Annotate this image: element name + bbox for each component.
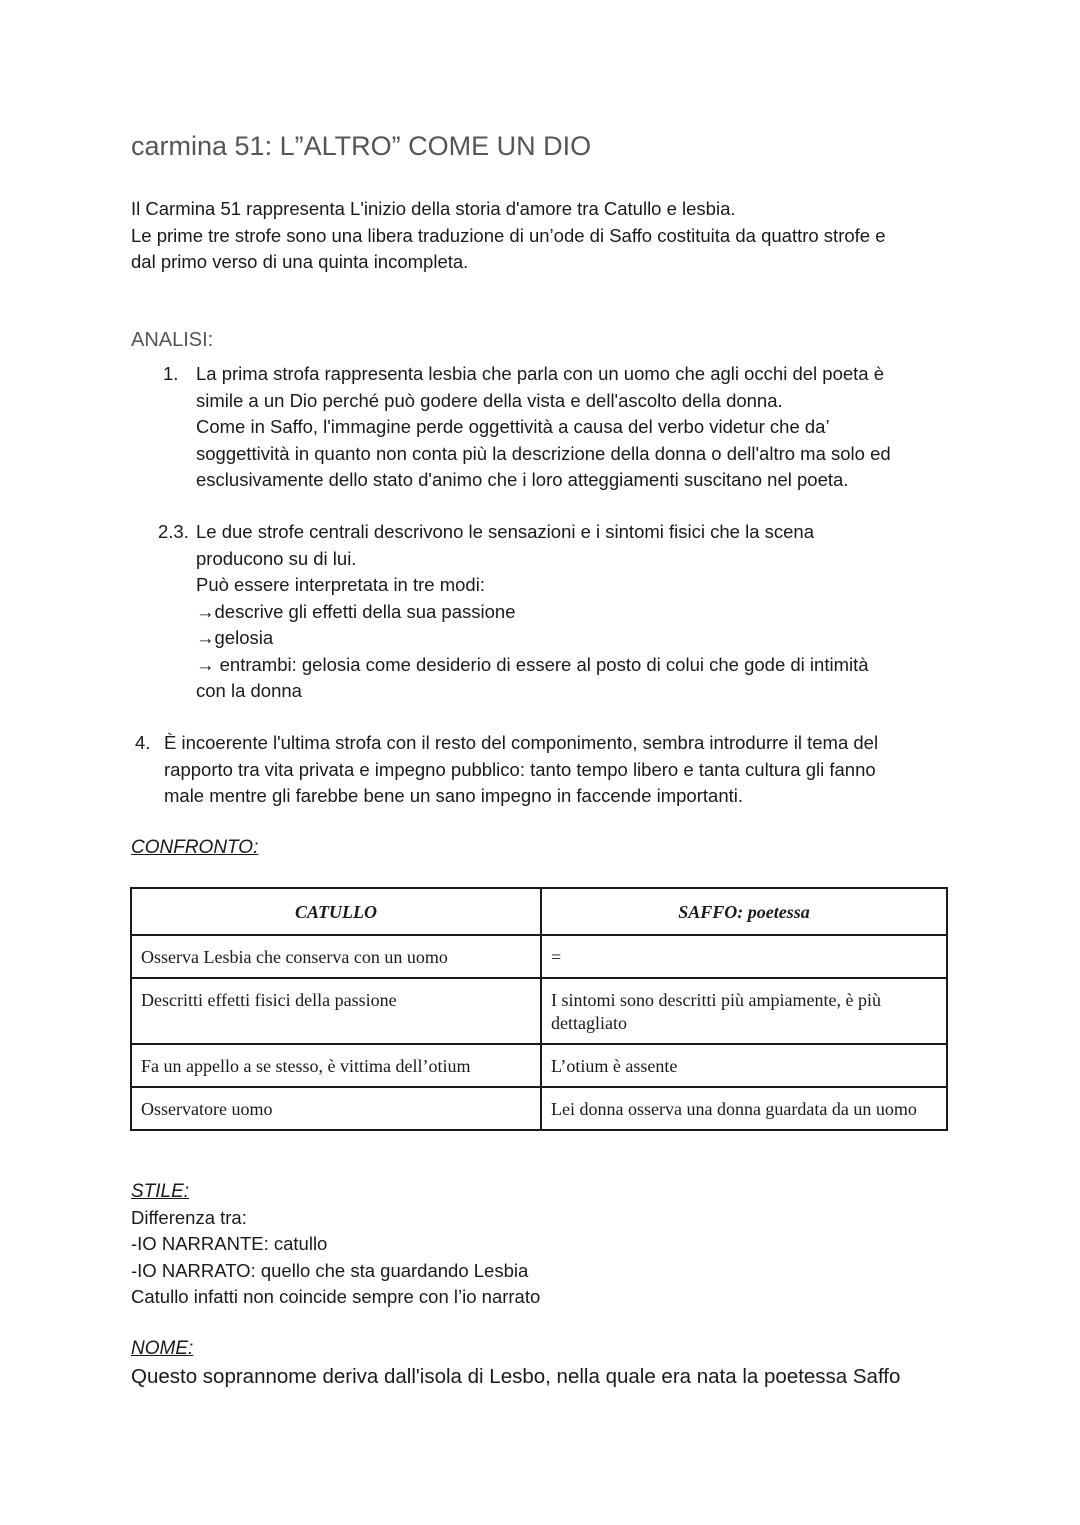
stile-heading: STILE: xyxy=(131,1181,190,1202)
table-header-row xyxy=(131,888,947,935)
item-line: esclusivamente dello stato d'animo che i loro atteggiamenti suscitano nel poeta. xyxy=(196,469,849,490)
stile-line: -IO NARRATO: quello che sta guardando Lesbia xyxy=(131,1259,529,1281)
table-row xyxy=(131,1087,947,1130)
nome-heading: NOME: xyxy=(131,1338,194,1359)
intro-paragraph xyxy=(131,196,971,276)
item-line: simile a un Dio perché può godere della vista e dell'ascolto della donna. xyxy=(196,389,783,411)
item-line: →gelosia xyxy=(196,627,274,648)
stile-body xyxy=(131,1205,540,1310)
item-line: male mentre gli farebbe bene un sano impegno in faccende importanti. xyxy=(164,785,743,806)
intro-line: Le prime tre strofe sono una libera traduzione di un’ode di Saffo costituita da quattro strofe e xyxy=(131,224,886,246)
document-title: carmina 51: L”ALTRO” COME UN DIO xyxy=(131,131,592,161)
item-line: → entrambi: gelosia come desiderio di essere al posto di colui che gode di intimità xyxy=(196,653,869,675)
column-header-saffo: SAFFO: poetessa xyxy=(541,888,947,935)
item-text xyxy=(196,519,869,705)
item-line: soggettività in quanto non conta più la descrizione della donna o dell'altro ma solo ed xyxy=(196,442,891,464)
stile-line: Differenza tra: xyxy=(131,1207,247,1228)
item-number: 4. xyxy=(135,732,151,753)
table-cell: Osserva Lesbia che conserva con un uomo xyxy=(131,935,541,978)
table-row xyxy=(131,935,947,978)
nome-text: Questo soprannome deriva dall'isola di Lesbo, nella quale era nata la poetessa Saffo xyxy=(131,1365,901,1388)
item-line: producono su di lui. xyxy=(196,547,357,569)
item-line: →descrive gli effetti della sua passione xyxy=(196,600,516,622)
item-line: Come in Saffo, l'immagine perde oggettività a causa del verbo videtur che da’ xyxy=(196,416,830,437)
table-row xyxy=(131,1044,947,1087)
comparison-table xyxy=(130,887,948,1131)
intro-line: dal primo verso di una quinta incompleta. xyxy=(131,251,469,272)
table-cell: Descritti effetti fisici della passione xyxy=(131,978,541,1044)
table-cell: Osservatore uomo xyxy=(131,1087,541,1130)
item-line: Le due strofe centrali descrivono le sensazioni e i sintomi fisici che la scena xyxy=(196,521,815,542)
confronto-heading: CONFRONTO: xyxy=(131,837,259,858)
item-line: rapporto tra vita privata e impegno pubblico: tanto tempo libero e tanta cultura gli fanno xyxy=(164,758,876,780)
analisi-heading: ANALISI: xyxy=(131,329,214,351)
item-line: con la donna xyxy=(196,680,302,701)
table-cell: L’otium è assente xyxy=(541,1044,947,1087)
table-cell: = xyxy=(541,935,947,978)
stile-line: -IO NARRANTE: catullo xyxy=(131,1233,328,1255)
table-row xyxy=(131,978,947,1044)
item-text xyxy=(164,730,878,810)
item-line: È incoerente l'ultima strofa con il resto del componimento, sembra introdurre il tema del xyxy=(164,732,879,753)
intro-line: Il Carmina 51 rappresenta L'inizio della storia d'amore tra Catullo e lesbia. xyxy=(131,198,736,219)
item-number: 2.3. xyxy=(158,521,189,542)
item-line: Può essere interpretata in tre modi: xyxy=(196,574,485,595)
item-number: 1. xyxy=(163,363,179,384)
stile-line: Catullo infatti non coincide sempre con l’io narrato xyxy=(131,1285,541,1307)
item-text xyxy=(196,361,891,494)
item-line: La prima strofa rappresenta lesbia che parla con un uomo che agli occhi del poeta è xyxy=(196,363,885,384)
table-cell: Lei donna osserva una donna guardata da un uomo xyxy=(541,1087,947,1130)
table-cell: Fa un appello a se stesso, è vittima dell’otium xyxy=(131,1044,541,1087)
table-cell: I sintomi sono descritti più ampiamente, è più dettagliato xyxy=(541,978,947,1044)
column-header-catullo: CATULLO xyxy=(131,888,541,935)
